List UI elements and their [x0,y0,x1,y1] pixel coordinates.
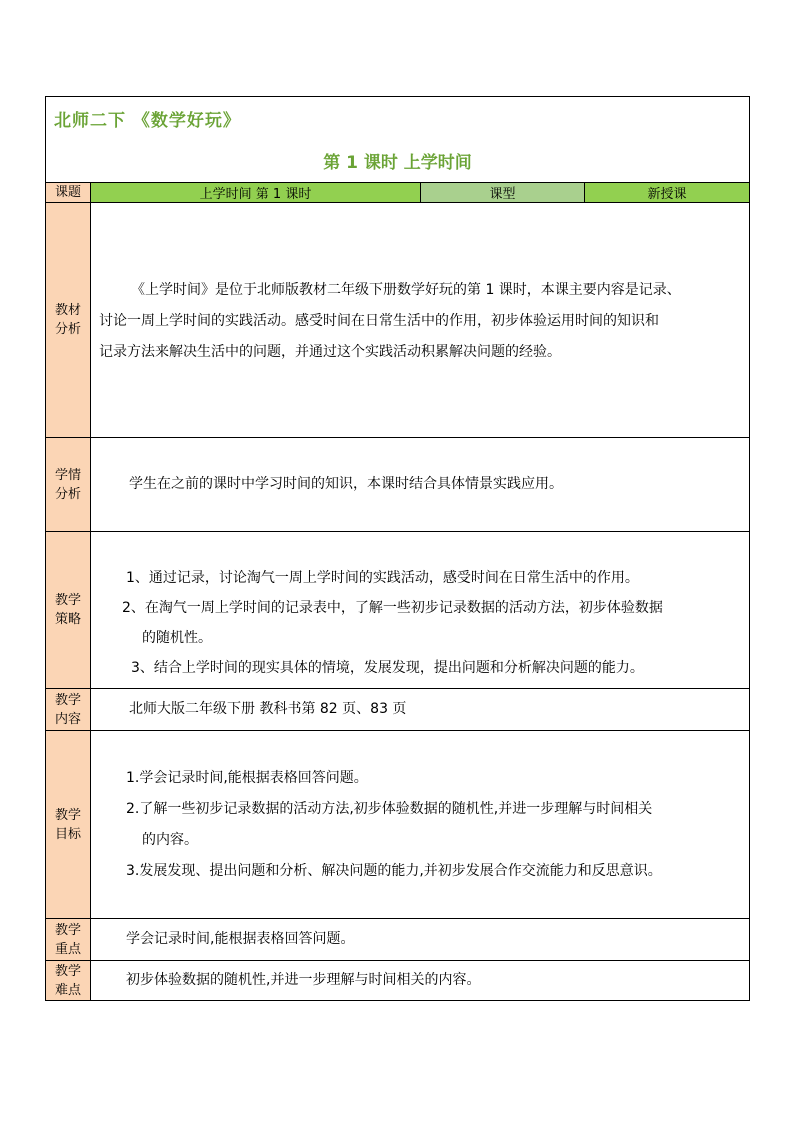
content-label-cell [46,689,91,730]
material-analysis-content [91,203,749,437]
topic-label-cell [46,183,91,202]
difficulties-label-cell [46,961,91,1000]
material-line: 《上学时间》是位于北师版教材二年级下册数学好玩的第 1 课时，本课主要内容是记录、 [131,282,681,298]
goal-item: 2.了解一些初步记录数据的活动方法,初步体验数据的随机性,并进一步理解与时间相关 [126,801,653,817]
content-text: 北师大版二年级下册 教科书第 82 页、83 页 [129,701,407,717]
goals-content [91,731,749,918]
goal-item: 1.学会记录时间,能根据表格回答问题。 [126,770,368,786]
student-analysis-content [91,438,749,531]
key-points-row [46,918,749,960]
lesson-title: 第 1 课时 上学时间 [323,153,472,173]
strategy-item: 3、结合上学时间的现实具体的情境，发展发现，提出问题和分析解决问题的能力。 [131,660,644,676]
strategy-row [46,531,749,688]
key-points-content [91,919,749,960]
students-text: 学生在之前的课时中学习时间的知识，本课时结合具体情景实践应用。 [129,476,563,492]
goals-label-cell [46,731,91,918]
strategy-item: 2、在淘气一周上学时间的记录表中，了解一些初步记录数据的活动方法，初步体验数据 [122,600,663,616]
material-analysis-row [46,202,749,437]
strategy-item: 1、通过记录，讨论淘气一周上学时间的实践活动，感受时间在日常生活中的作用。 [126,570,639,586]
goal-item: 3.发展发现、提出问题和分析、解决问题的能力,并初步发展合作交流能力和反思意识。 [126,863,662,879]
difficulties-content [91,961,749,1000]
topic-value: 上学时间 第 1 课时 [91,183,421,202]
key-points-text: 学会记录时间,能根据表格回答问题。 [126,931,355,947]
type-label: 课型 [421,183,585,202]
document-title: 北师二下 《数学好玩》 [54,111,241,131]
students-label-cell [46,438,91,531]
topic-row [46,182,749,202]
key-points-label: 教学重点 [54,922,81,957]
title-area [46,97,749,182]
lesson-plan-table [45,96,750,1001]
key-points-label-cell [46,919,91,960]
students-label: 学情分析 [54,467,81,502]
type-value: 新授课 [585,183,749,202]
topic-label: 课题 [54,185,81,200]
strategy-label-cell [46,532,91,688]
strategy-content [91,532,749,688]
difficulties-row [46,960,749,1000]
material-line: 记录方法来解决生活中的问题，并通过这个实践活动积累解决问题的经验。 [99,344,561,360]
material-label: 教材分析 [54,303,81,337]
teaching-content [91,689,749,730]
difficulties-label: 教学难点 [54,963,81,998]
strategy-label: 教学策略 [54,593,81,627]
goals-row [46,730,749,918]
teaching-content-row [46,688,749,730]
goal-item-continued: 的内容。 [142,832,198,848]
strategy-item-continued: 的随机性。 [142,630,212,646]
material-line: 讨论一周上学时间的实践活动。感受时间在日常生活中的作用，初步体验运用时间的知识和 [99,313,659,329]
content-label: 教学内容 [54,692,81,727]
material-label-cell [46,203,91,437]
student-analysis-row [46,437,749,531]
difficulties-text: 初步体验数据的随机性,并进一步理解与时间相关的内容。 [126,972,481,988]
goals-label: 教学目标 [54,807,81,842]
